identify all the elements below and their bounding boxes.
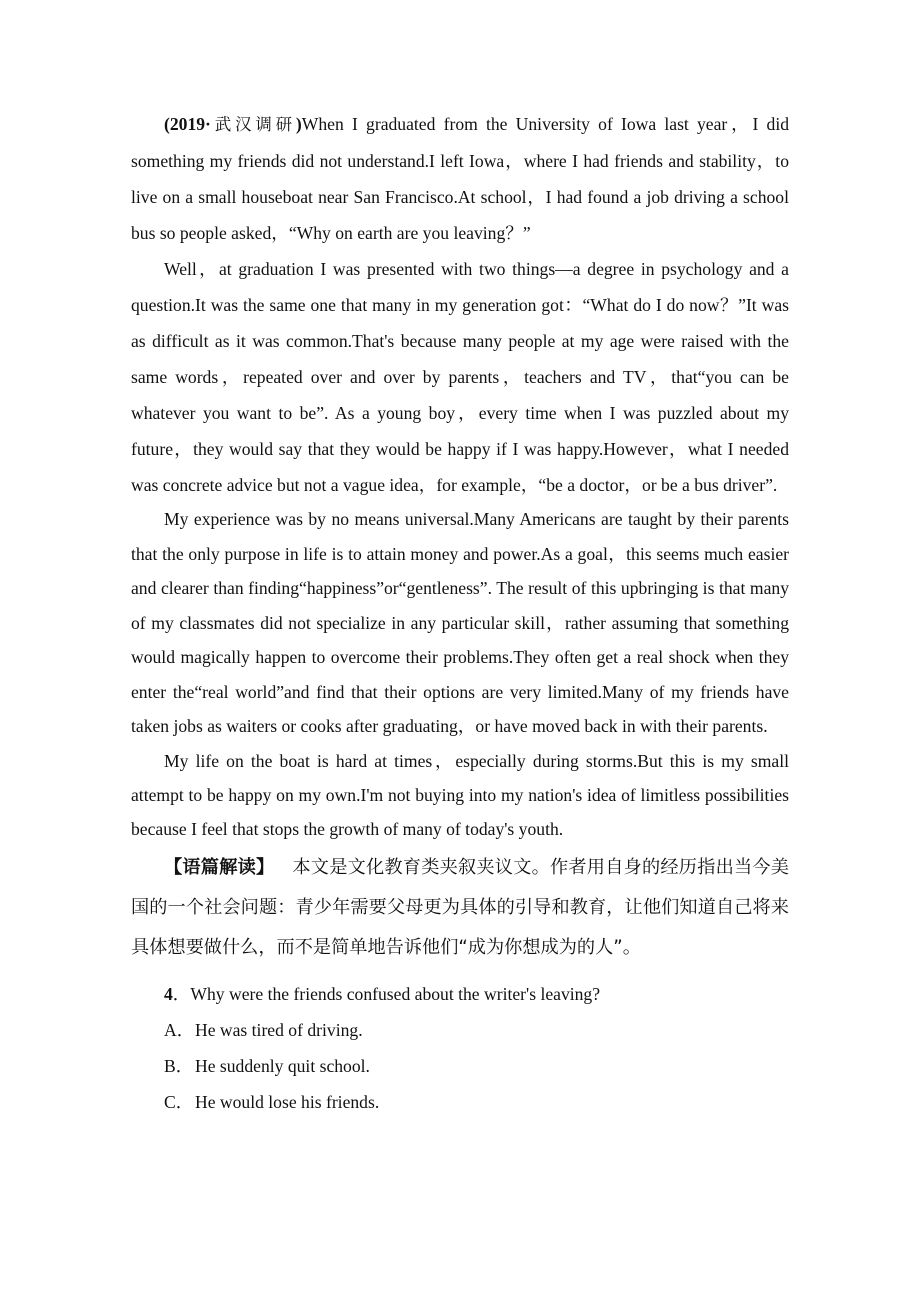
passage-paragraph-4 — [131, 744, 789, 846]
option-b-text: He suddenly quit school. — [195, 1055, 370, 1076]
option-b-letter: B． — [164, 1055, 194, 1076]
passage-paragraph-2 — [131, 251, 789, 503]
question-4 — [131, 976, 789, 1012]
option-a-text: He was tired of driving. — [195, 1019, 363, 1040]
document-page — [131, 106, 789, 1120]
source-year: 2019 — [169, 114, 206, 134]
option-c — [131, 1084, 789, 1120]
paragraph-3-text: My experience was by no means universal.Many Americans are taught by their parents that the only purpose in life is to attain money and power.As a goal，this seems much easier and clearer than finding“happiness”or“gentleness”. The result of this upbringing is that many of my classmates did not specialize in any particular skill，rather assuming that something would magically happen to overcome their problems.They often get a real shock when they enter the“real world”and find that their options are very limited.Many of my friends have taken jobs as waiters or cooks after graduating，or have moved back in with their parents. — [131, 509, 789, 736]
option-c-text: He would lose his friends. — [195, 1091, 380, 1112]
question-text: Why were the friends confused about the writer's leaving? — [190, 983, 601, 1004]
paragraph-4-text: My life on the boat is hard at times，especially during storms.But this is my small attempt to be happy on my own.I'm not buying into my nation's idea of limitless possibilities because I feel that stops the growth of many of today's youth. — [131, 750, 789, 839]
option-c-letter: C． — [164, 1091, 194, 1112]
passage-paragraph-3 — [131, 502, 789, 744]
option-b — [131, 1048, 789, 1084]
analysis-tag: 【语篇解读】 — [164, 856, 275, 878]
analysis-text: 本文是文化教育类夹叙夹议文。作者用自身的经历指出当今美国的一个社会问题：青少年需要父母更为具体的引导和教育，让他们知道自己将来具体想要做什么，而不是简单地告诉他们“成为你想成为的人”。 — [131, 856, 789, 958]
passage-paragraph-1 — [131, 106, 789, 251]
paragraph-2-text: Well，at graduation I was presented with two things—a degree in psychology and a question.It was the same one that many in my generation got：“What do I do now？”It was as difficult as it was common.That's because many people at my age were raised with the same words，repeated over and over by parents，teachers and TV，that“you can be whatever you want to be”. As a young boy，every time when I was puzzled about my future，they would say that they would be happy if I was happy.However，what I needed was concrete advice but not a vague idea，for example，“be a doctor，or be a bus driver”. — [131, 259, 789, 495]
question-number: 4 — [164, 983, 173, 1004]
source-dot: · — [205, 114, 211, 134]
paragraph-1-text: When I graduated from the University of Iowa last year，I did something my friends did not understand.I left Iowa，where I had friends and stability，to live on a small houseboat near San Francisco.At school，I had found a job driving a school bus so people asked，“Why on earth are you leaving？” — [131, 114, 790, 243]
option-a-letter: A． — [164, 1019, 195, 1040]
source-label: (2019·武汉调研) — [164, 114, 302, 134]
question-number-sep: ． — [172, 983, 191, 1004]
option-a — [131, 1012, 789, 1048]
source-place: 武汉调研 — [210, 115, 296, 134]
passage-analysis — [131, 848, 789, 968]
